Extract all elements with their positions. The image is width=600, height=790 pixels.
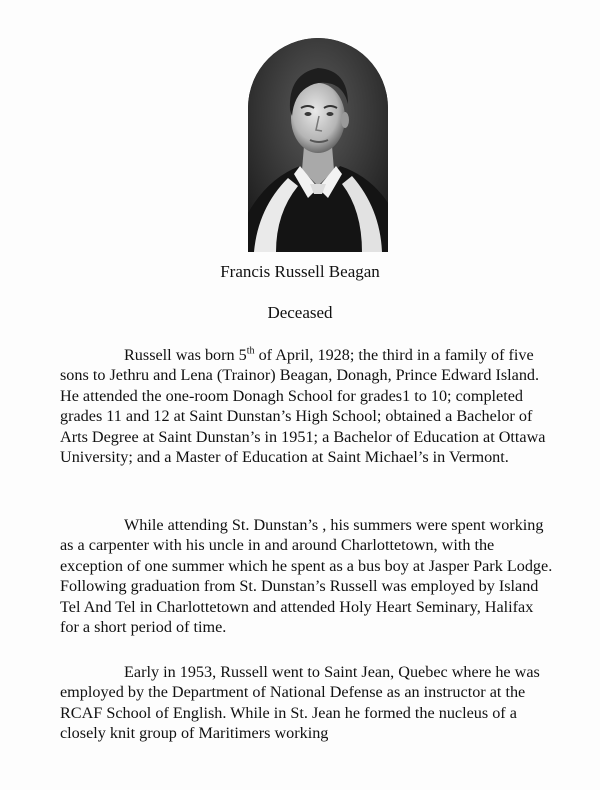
paragraph-text: of April, 1928; the third in a family of five sons to Jethru and Lena (Trainor) Beagan, Donagh, Prince Edward Island. He attended the one-room Donagh School for grades1 to 10; completed grades 11 and 12 at Saint Dunstan’s High School; obtained a Bachelor of Arts Degree at Saint Dunstan’s in 1951; a Bachelor of Education at Ottawa University; and a Master of Education at Saint Michael’s in Vermont. xyxy=(60,346,546,467)
paragraph-biography-early-life xyxy=(60,345,556,467)
paragraph-summers-employment: While attending St. Dunstan’s , his summers were spent working as a carpenter with his uncle in and around Charlottetown, with the exception of one summer which he spent as a bus boy at Jasper Park Lodge. Following graduation from St. Dunstan’s Russell was employed by Island Tel And Tel in Charlottetown and attended Holy Heart Seminary, Halifax for a short period of time. xyxy=(60,516,553,637)
portrait-photo xyxy=(248,38,388,252)
status-label: Deceased xyxy=(267,303,333,322)
paragraph-saint-jean: Early in 1953, Russell went to Saint Jean, Quebec where he was employed by the Department of National Defense as an instructor at the RCAF School of English. While in St. Jean he formed the nucleus of a closely knit group of Maritimers working xyxy=(60,663,540,743)
ordinal-superscript: th xyxy=(246,345,255,357)
graduation-portrait-icon xyxy=(248,38,388,252)
person-name: Francis Russell Beagan xyxy=(220,262,380,281)
paragraph-text: Russell was born 5 xyxy=(124,346,247,364)
